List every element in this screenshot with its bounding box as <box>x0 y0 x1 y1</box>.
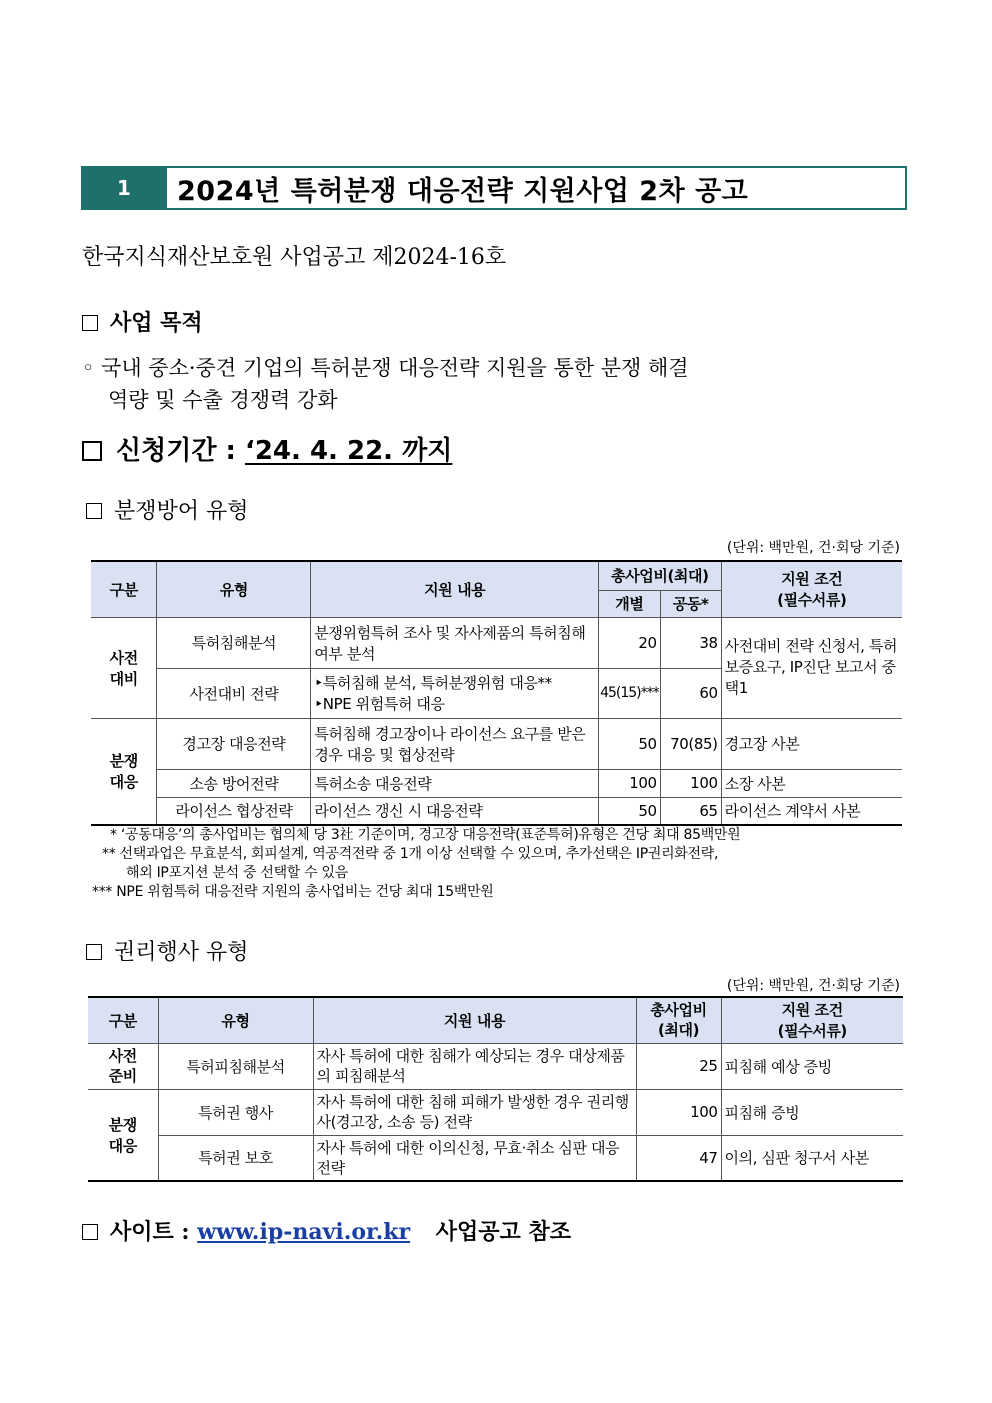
table-row <box>91 769 902 797</box>
title-bar <box>81 166 907 210</box>
row-condition: 경고장 사본 <box>721 718 902 769</box>
table-row <box>91 617 902 668</box>
defense-heading-text: 분쟁방어 유형 <box>114 499 249 524</box>
row-condition: 사전대비 전략 신청서, 특허보증요구, IP진단 보고서 중 택1 <box>721 617 902 718</box>
purpose-text <box>82 352 882 416</box>
row-individual: 20 <box>599 617 661 668</box>
row-condition: 피침해 예상 증빙 <box>721 1043 903 1089</box>
header-joint: 공동* <box>660 590 721 617</box>
header-category: 구분 <box>91 561 157 617</box>
site-suffix: 사업공고 참조 <box>428 1219 571 1245</box>
row-content: 라이선스 갱신 시 대응전략 <box>311 797 599 825</box>
note-1: * ‘공동대응’의 총사업비는 협의체 당 3社 기준이며, 경고장 대응전략(표준특허)유형은 건당 최대 85백만원 <box>110 827 741 843</box>
checkbox-square-icon <box>82 315 98 331</box>
purpose-line-2: 역량 및 수출 경쟁력 강화 <box>108 388 338 412</box>
header-condition <box>721 561 902 617</box>
row-type: 라이선스 협상전략 <box>157 797 311 825</box>
row-type: 경고장 대응전략 <box>157 718 311 769</box>
row-individual: 45(15)*** <box>599 668 661 718</box>
site-label: 사이트 : <box>110 1219 198 1245</box>
period-label: 신청기간 : <box>116 436 245 466</box>
row-condition: 이의, 심판 청구서 사본 <box>721 1135 903 1181</box>
header-condition-2: (필수서류) <box>777 591 847 610</box>
purpose-heading-text: 사업 목적 <box>110 310 203 336</box>
purpose-line-1: ◦ 국내 중소·중견 기업의 특허분쟁 대응전략 지원을 통한 분쟁 해결 <box>82 356 689 380</box>
header-condition-1: 지원 조건 <box>781 570 843 589</box>
table-row <box>91 718 902 769</box>
enforce-unit-note: (단위: 백만원, 건·회당 기준) <box>726 978 900 994</box>
row-condition: 소장 사본 <box>721 769 902 797</box>
table-row <box>91 797 902 825</box>
enforce-table <box>88 996 903 1182</box>
row-type: 특허권 보호 <box>158 1135 313 1181</box>
table-row <box>88 1089 903 1135</box>
row-content: 특허침해 경고장이나 라이선스 요구를 받은 경우 대응 및 협상전략 <box>311 718 599 769</box>
header-type: 유형 <box>157 561 311 617</box>
header-budget: 총사업비 (최대) <box>636 997 721 1043</box>
row-individual: 50 <box>599 797 661 825</box>
checkbox-square-icon <box>82 1224 98 1240</box>
note-4: *** NPE 위험특허 대응전략 지원의 총사업비는 건당 최대 15백만원 <box>92 884 494 900</box>
header-condition <box>721 997 903 1043</box>
table-row <box>88 1135 903 1181</box>
row-category: 사전 준비 <box>88 1043 158 1089</box>
row-joint: 65 <box>660 797 721 825</box>
header-condition-1: 지원 조건 <box>781 1001 843 1020</box>
period-date: ‘24. 4. 22. 까지 <box>244 436 453 466</box>
row-type: 특허침해분석 <box>157 617 311 668</box>
row-condition: 라이선스 계약서 사본 <box>721 797 902 825</box>
row-content: 자사 특허에 대한 침해가 예상되는 경우 대상제품의 피침해분석 <box>313 1043 636 1089</box>
page-title: 2024년 특허분쟁 대응전략 지원사업 2차 공고 <box>165 168 905 208</box>
row-category: 사전 대비 <box>91 617 157 718</box>
note-2: ** 선택과업은 무효분석, 회피설계, 역공격전략 중 1개 이상 선택할 수 있으며, 추가선택은 IP권리화전략, <box>102 846 719 862</box>
header-content: 지원 내용 <box>313 997 636 1043</box>
enforce-heading <box>86 935 249 966</box>
row-content: 분쟁위험특허 조사 및 자사제품의 특허침해 여부 분석 <box>311 617 599 668</box>
header-type: 유형 <box>158 997 313 1043</box>
defense-table <box>91 560 902 826</box>
checkbox-square-icon <box>86 503 102 519</box>
row-budget: 25 <box>636 1043 721 1089</box>
row-condition: 피침해 증빙 <box>721 1089 903 1135</box>
row-joint: 60 <box>660 668 721 718</box>
row-content: 자사 특허에 대한 이의신청, 무효·취소 심판 대응전략 <box>313 1135 636 1181</box>
site-heading <box>82 1215 571 1246</box>
header-content: 지원 내용 <box>311 561 599 617</box>
header-budget: 총사업비(최대) <box>599 561 722 590</box>
defense-heading <box>86 494 249 525</box>
notice-number: 한국지식재산보호원 사업공고 제2024-16호 <box>82 245 507 270</box>
table-row <box>88 1043 903 1089</box>
row-content: 특허소송 대응전략 <box>311 769 599 797</box>
checkbox-square-icon <box>86 944 102 960</box>
row-budget: 100 <box>636 1089 721 1135</box>
row-content-line-2: ‣NPE 위험특허 대응 <box>314 695 445 713</box>
row-category: 분쟁 대응 <box>91 718 157 825</box>
row-type: 특허권 행사 <box>158 1089 313 1135</box>
note-3: 해외 IP포지션 분석 중 선택할 수 있음 <box>126 865 349 881</box>
row-type: 사전대비 전략 <box>157 668 311 718</box>
header-category: 구분 <box>88 997 158 1043</box>
header-condition-2: (필수서류) <box>777 1022 847 1041</box>
row-type: 소송 방어전략 <box>157 769 311 797</box>
row-joint: 70(85) <box>660 718 721 769</box>
row-individual: 100 <box>599 769 661 797</box>
row-content-line-1: ‣특허침해 분석, 특허분쟁위험 대응** <box>314 674 552 692</box>
enforce-heading-text: 권리행사 유형 <box>114 940 249 965</box>
row-content <box>311 668 599 718</box>
purpose-heading <box>82 306 203 337</box>
row-joint: 38 <box>660 617 721 668</box>
row-individual: 50 <box>599 718 661 769</box>
checkbox-square-icon <box>82 441 102 461</box>
row-joint: 100 <box>660 769 721 797</box>
row-category: 분쟁 대응 <box>88 1089 158 1181</box>
defense-unit-note: (단위: 백만원, 건·회당 기준) <box>726 540 900 556</box>
site-link[interactable]: www.ip-navi.or.kr <box>197 1219 411 1245</box>
row-type: 특허피침해분석 <box>158 1043 313 1089</box>
header-individual: 개별 <box>599 590 661 617</box>
row-content: 자사 특허에 대한 침해 피해가 발생한 경우 권리행사(경고장, 소송 등) 전략 <box>313 1089 636 1135</box>
period-heading <box>82 430 452 467</box>
defense-notes <box>92 826 907 902</box>
section-number: 1 <box>83 168 165 208</box>
row-budget: 47 <box>636 1135 721 1181</box>
